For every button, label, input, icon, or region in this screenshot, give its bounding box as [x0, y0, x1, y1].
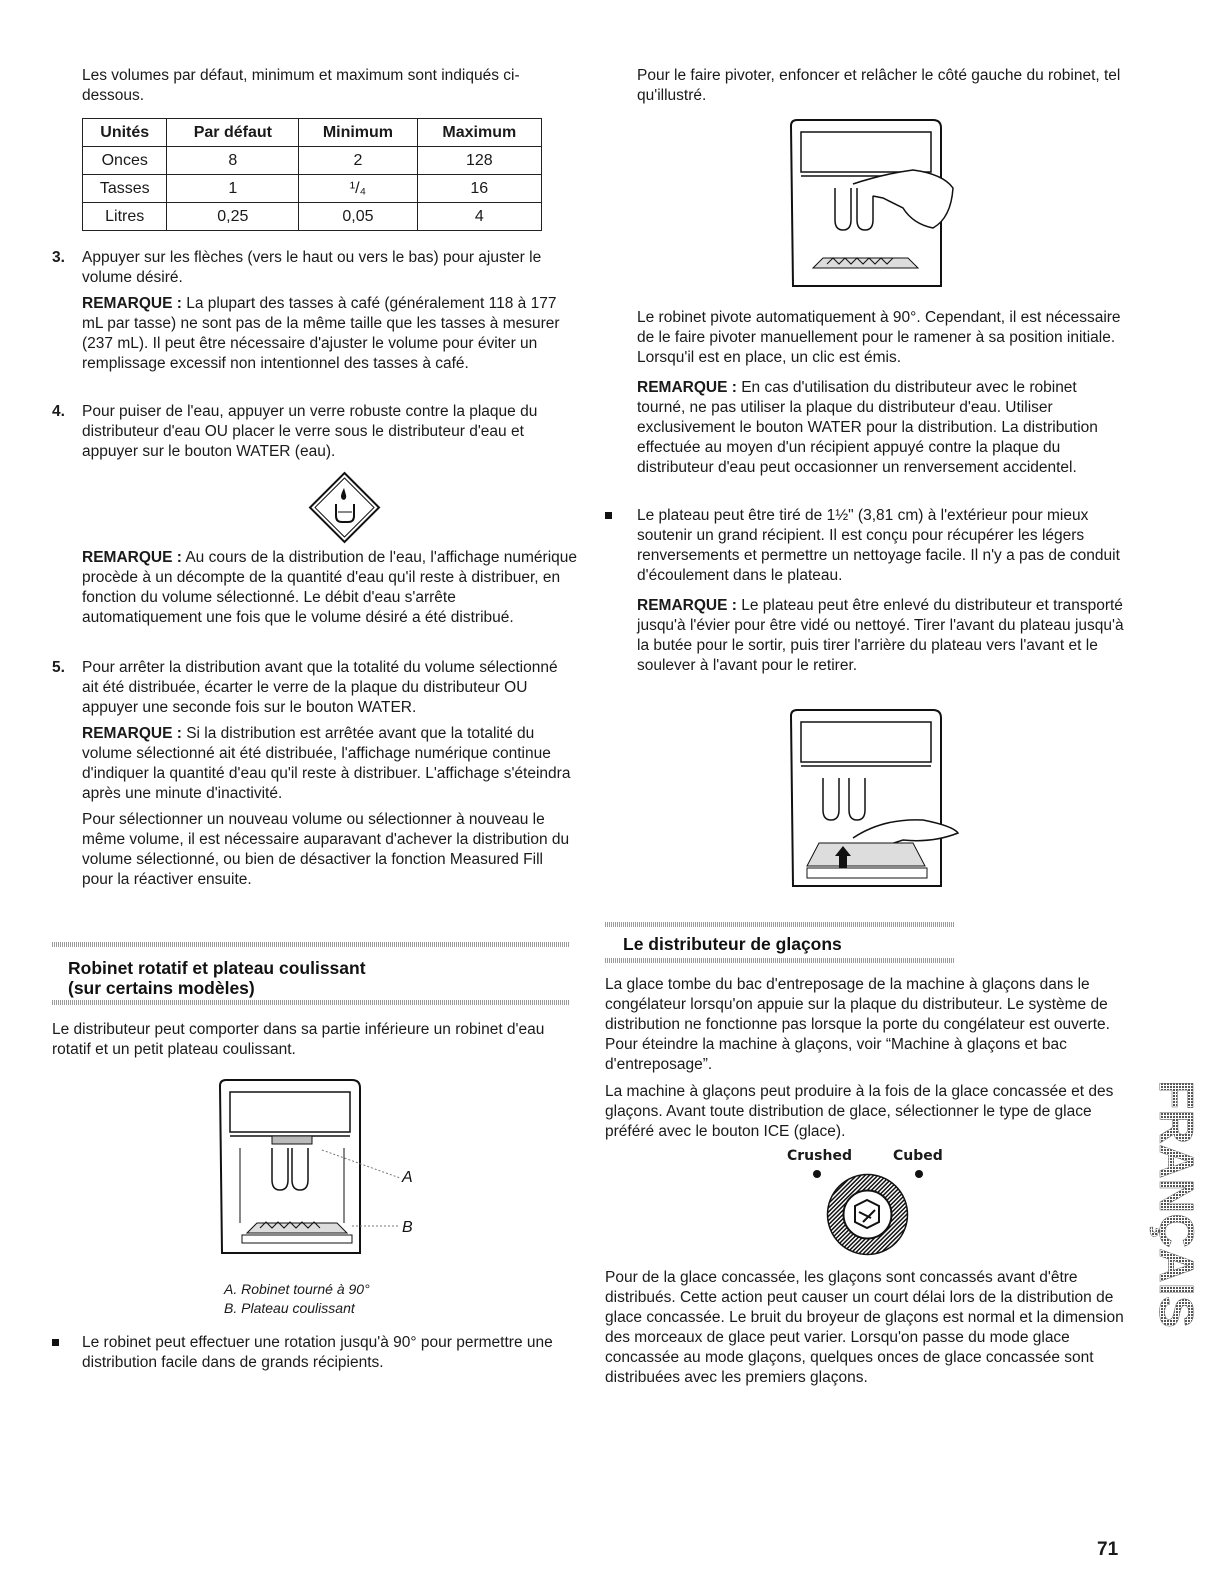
table-header: Minimum	[299, 119, 417, 147]
note-text: En cas d'utilisation du distributeur avec le robinet tourné, ne pas utiliser la plaque du distributeur d'eau. Utiliser exclusivement le bouton WATER pour la distribution. La distribution effectuée au moyen d'un récipient appuyé contre la plaque du distributeur d'eau peut occasionner un renversement accidentel.	[637, 379, 1098, 476]
heading-line: Robinet rotatif et plateau coulissant	[68, 958, 366, 978]
note-text: La plupart des tasses à café (généralement 118 à 177 mL par tasse) ne sont pas de la même taille que les tasses à mesurer (237 mL). Il peut être nécessaire d'ajuster le volume pour éviter un remplissage excessif non intentionnel des tasses à café.	[82, 295, 560, 372]
bullet-icon	[52, 1339, 59, 1346]
intro-paragraph: Les volumes par défaut, minimum et maximum sont indiqués ci-dessous.	[82, 67, 520, 104]
section-rule	[52, 1000, 570, 1005]
bullet-text: Le robinet peut effectuer une rotation jusqu'à 90° pour permettre une distribution facile dans de grands récipients.	[82, 1334, 553, 1371]
crushed-label: Crushed	[787, 1148, 852, 1164]
note-label: REMARQUE :	[637, 597, 737, 614]
section-heading	[68, 958, 568, 998]
faucet-pivot-illustration	[783, 118, 963, 293]
table-row	[83, 203, 542, 231]
table-cell: 128	[417, 147, 541, 175]
table-header: Maximum	[417, 119, 541, 147]
step-text: Appuyer sur les flèches (vers le haut ou vers le bas) pour ajuster le volume désiré.	[82, 249, 542, 286]
cubed-label: Cubed	[893, 1148, 943, 1164]
bullet-item	[605, 506, 1125, 586]
note-4	[82, 548, 577, 628]
note-paragraph	[637, 596, 1125, 676]
bullet-item	[52, 1333, 577, 1373]
note-paragraph	[637, 378, 1125, 478]
table-row	[83, 175, 542, 203]
table-header-row	[83, 119, 542, 147]
table-cell: 1	[167, 175, 299, 203]
note-text: Le plateau peut être enlevé du distributeur et transporté jusqu'à l'évier pour être vidé ou nettoyé. Tirer l'avant du plateau jusqu'à la butée pour le sortir, puis tirer l'arrière du plateau vers l'avant et le soulever à l'avant pour le retirer.	[637, 597, 1124, 674]
step-5	[52, 658, 577, 890]
section-heading: Le distributeur de glaçons	[623, 934, 842, 954]
table-row	[83, 147, 542, 175]
language-side-tab	[1149, 1080, 1202, 1340]
intro-paragraph: Pour le faire pivoter, enfoncer et relâcher le côté gauche du robinet, tel qu'illustré.	[637, 67, 1121, 104]
table-cell: 0,05	[299, 203, 417, 231]
table-cell: 2	[299, 147, 417, 175]
note-paragraph	[52, 724, 577, 804]
paragraph: Le robinet pivote automatiquement à 90°. Cependant, il est nécessaire de le faire pivoter manuellement pour le ramener à sa position initiale. Lorsqu'il est en place, un clic est émis.	[637, 309, 1121, 366]
paragraph: Le distributeur peut comporter dans sa partie inférieure un robinet d'eau rotatif et un petit plateau coulissant.	[52, 1021, 545, 1058]
step-4	[52, 402, 577, 462]
side-tab-graphic	[1149, 1080, 1202, 1340]
paragraph: La glace tombe du bac d'entreposage de la machine à glaçons dans le congélateur lorsqu'on appuie sur la plaque du distributeur. Le système de distribution ne fonctionne pas lorsque la porte du congélateur est ouverte. Pour éteindre la machine à glaçons, voir “Machine à glaçons et bac d'entreposage”.	[605, 976, 1110, 1073]
bullet-icon	[605, 512, 612, 519]
note-paragraph	[82, 548, 577, 628]
step-number: 4.	[52, 403, 65, 420]
heading-line: (sur certains modèles)	[68, 978, 255, 998]
figure-label-b: B	[402, 1219, 413, 1236]
table-cell: 0,25	[167, 203, 299, 231]
step-3	[52, 248, 577, 374]
figure-label-a: A	[402, 1169, 413, 1186]
crushed-indicator-dot	[813, 1170, 821, 1178]
table-cell: 8	[167, 147, 299, 175]
table-header: Unités	[83, 119, 167, 147]
section-rule	[52, 942, 570, 947]
paragraph: La machine à glaçons peut produire à la fois de la glace concassée et des glaçons. Avant toute distribution de glace, sélectionner le type de glace préféré avec le bouton ICE (glace).	[605, 1083, 1114, 1140]
section-rule	[605, 922, 955, 927]
water-dispense-icon	[307, 470, 382, 545]
note-label: REMARQUE :	[637, 379, 737, 396]
table-cell: ¹/₄	[299, 175, 417, 203]
table-cell: Litres	[83, 203, 167, 231]
note-text: Si la distribution est arrêtée avant que la totalité du volume sélectionné ait été distribuée, l'affichage numérique continue d'indiquer la quantité d'eau qu'il reste à distribuer. L'affichage s'éteindra après une minute d'inactivité.	[82, 725, 571, 802]
bullet-text: Le plateau peut être tiré de 1½" (3,81 cm) à l'extérieur pour mieux soutenir un grand récipient. Il est conçu pour récupérer les légers renversements et permettre un nettoyage facile. Il n'y a pas de conduit d'écoulement dans le plateau.	[637, 507, 1120, 584]
caption-b: B. Plateau coulissant	[224, 1300, 355, 1316]
figure-caption	[224, 1280, 524, 1318]
table-cell: 16	[417, 175, 541, 203]
step-number: 3.	[52, 249, 65, 266]
note-label: REMARQUE :	[82, 549, 182, 566]
paragraph: Pour sélectionner un nouveau volume ou sélectionner à nouveau le même volume, il est nécessaire auparavant d'achever la distribution du volume sélectionné, ou bien de désactiver la fonction Measured Fill pour la réactiver ensuite.	[82, 811, 570, 888]
step-text: Pour puiser de l'eau, appuyer un verre robuste contre la plaque du distributeur d'eau OU placer le verre sous le distributeur d'eau et appuyer sur le bouton WATER (eau).	[82, 403, 538, 460]
caption-a: A. Robinet tourné à 90°	[224, 1281, 370, 1297]
table-header: Par défaut	[167, 119, 299, 147]
dispenser-illustration	[212, 1078, 412, 1263]
ice-selector	[785, 1146, 955, 1266]
tray-removal-illustration	[783, 708, 963, 893]
cubed-indicator-dot	[915, 1170, 923, 1178]
table-cell: 4	[417, 203, 541, 231]
table-cell: Onces	[83, 147, 167, 175]
paragraph: Pour de la glace concassée, les glaçons sont concassés avant d'être distribués. Cette action peut causer un court délai lors de la distribution de glace concassée. Le bruit du broyeur de glaçons est normal et la dimension des morceaux de glace peut varier. Lorsqu'on passe du mode glace concassée au mode glaçons, quelques onces de glace concassée sont distribuées avec les premiers glaçons.	[605, 1269, 1124, 1386]
page-number: 71	[1097, 1539, 1119, 1560]
note-text: Au cours de la distribution de l'eau, l'affichage numérique procède à un décompte de la quantité d'eau qu'il reste à distribuer, en fonction du volume sélectionné. Le débit d'eau s'arrête automatiquement une fois que le volume désiré a été distribué.	[82, 549, 577, 626]
note-label: REMARQUE :	[82, 295, 182, 312]
side-tab-text: FRANÇAIS	[1149, 1080, 1202, 1328]
step-text: Pour arrêter la distribution avant que la totalité du volume sélectionné ait été distribuée, écarter le verre de la plaque du distributeur OU appuyer une seconde fois sur le bouton WATER.	[82, 659, 558, 716]
section-rule	[605, 958, 955, 963]
volume-table	[82, 118, 542, 231]
note-paragraph	[52, 294, 577, 374]
ice-button-icon	[825, 1172, 910, 1257]
note-label: REMARQUE :	[82, 725, 182, 742]
step-number: 5.	[52, 659, 65, 676]
table-cell: Tasses	[83, 175, 167, 203]
